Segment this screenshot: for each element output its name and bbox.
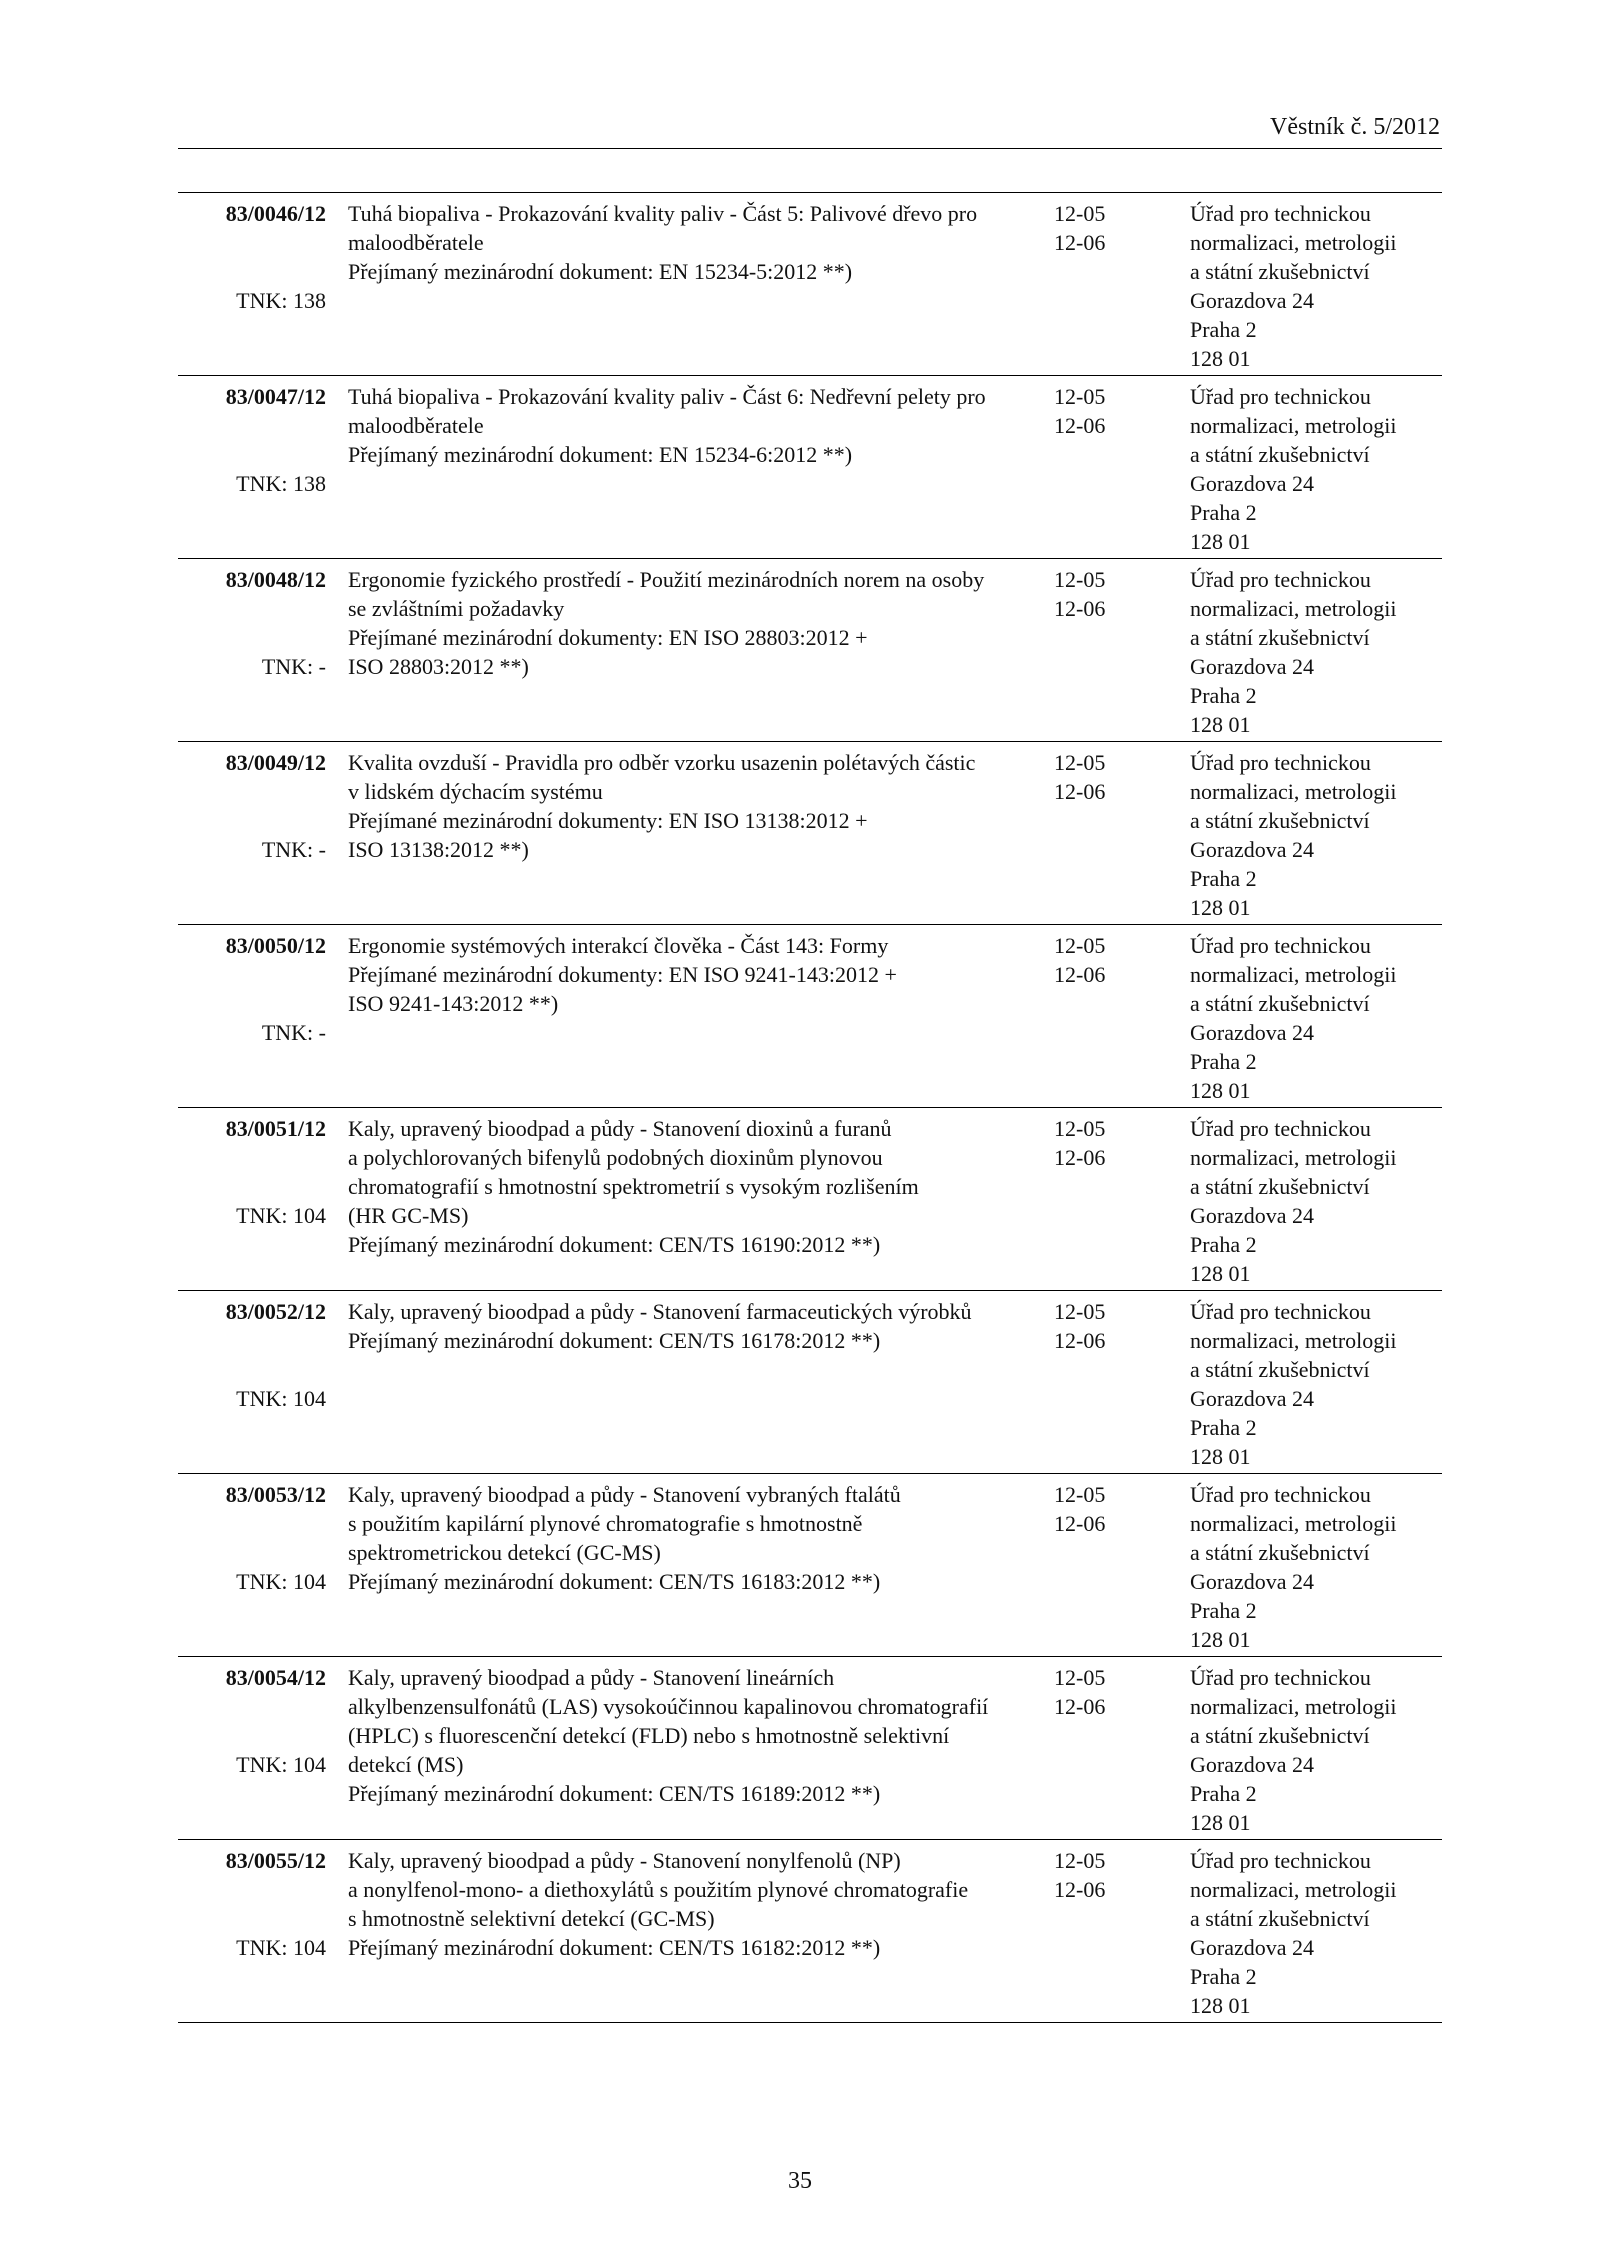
record-office-line: a státní zkušebnictví <box>1190 1723 1370 1748</box>
record-tnk: TNK: - <box>261 837 326 862</box>
record-office-line: Praha 2 <box>1190 1598 1257 1623</box>
record-title-line: Přejímaný mezinárodní dokument: EN 15234-6:2012 **) <box>348 442 853 467</box>
record-title-cell <box>326 565 1046 741</box>
record-office-line: Úřad pro technickou <box>1190 1482 1371 1507</box>
standard-record <box>178 1291 1442 1474</box>
record-title-line: Kaly, upravený bioodpad a půdy - Stanovení lineárních <box>348 1665 835 1690</box>
record-office-line: Úřad pro technickou <box>1190 1299 1371 1324</box>
record-number: 83/0052/12 <box>225 1299 326 1324</box>
record-title-line: Tuhá biopaliva - Prokazování kvality paliv - Část 5: Palivové dřevo pro <box>348 201 978 226</box>
record-office-cell <box>1158 1480 1442 1656</box>
record-title-cell <box>326 1846 1046 2022</box>
record-office-line: Praha 2 <box>1190 1232 1257 1257</box>
record-office-line: Úřad pro technickou <box>1190 1116 1371 1141</box>
standard-record <box>178 376 1442 559</box>
record-office-line: Gorazdova 24 <box>1190 1569 1315 1594</box>
record-office-line: normalizaci, metrologii <box>1190 413 1397 438</box>
record-office-line: Úřad pro technickou <box>1190 1848 1371 1873</box>
record-office-line: Gorazdova 24 <box>1190 1752 1315 1777</box>
record-number: 83/0051/12 <box>225 1116 326 1141</box>
record-office-line: Úřad pro technickou <box>1190 750 1371 775</box>
record-office-cell <box>1158 1297 1442 1473</box>
record-office-line: Gorazdova 24 <box>1190 1386 1315 1411</box>
record-office-line: a státní zkušebnictví <box>1190 442 1370 467</box>
record-office-line: Gorazdova 24 <box>1190 654 1315 679</box>
standard-record <box>178 193 1442 376</box>
record-date: 12-06 <box>1054 230 1106 255</box>
record-date: 12-05 <box>1054 1299 1106 1324</box>
record-date: 12-06 <box>1054 1511 1106 1536</box>
record-tnk: TNK: - <box>261 1020 326 1045</box>
record-title-line: ISO 28803:2012 **) <box>348 654 529 679</box>
record-dates-cell <box>1046 565 1158 741</box>
record-office-line: normalizaci, metrologii <box>1190 1694 1397 1719</box>
record-office-line: normalizaci, metrologii <box>1190 1145 1397 1170</box>
record-date: 12-06 <box>1054 1877 1106 1902</box>
record-id-cell <box>178 382 326 558</box>
record-office-line: Úřad pro technickou <box>1190 567 1371 592</box>
record-office-line: Praha 2 <box>1190 1049 1257 1074</box>
record-number: 83/0049/12 <box>225 750 326 775</box>
record-office-cell <box>1158 382 1442 558</box>
record-title-line: Přejímaný mezinárodní dokument: CEN/TS 16190:2012 **) <box>348 1232 881 1257</box>
record-id-cell <box>178 1846 326 2022</box>
record-number: 83/0054/12 <box>225 1665 326 1690</box>
record-title-line: Přejímané mezinárodní dokumenty: EN ISO 9241-143:2012 + <box>348 962 897 987</box>
record-title-cell <box>326 931 1046 1107</box>
record-tnk: TNK: 104 <box>236 1203 326 1228</box>
record-dates-cell <box>1046 931 1158 1107</box>
record-date: 12-06 <box>1054 962 1106 987</box>
record-number: 83/0050/12 <box>225 933 326 958</box>
record-title-line: Kvalita ovzduší - Pravidla pro odběr vzorku usazenin polétavých částic <box>348 750 976 775</box>
record-tnk: TNK: 138 <box>236 471 326 496</box>
record-title-cell <box>326 748 1046 924</box>
record-dates-cell <box>1046 382 1158 558</box>
record-title-line: ISO 13138:2012 **) <box>348 837 529 862</box>
record-office-line: Gorazdova 24 <box>1190 288 1315 313</box>
record-office-line: 128 01 <box>1190 529 1251 554</box>
record-title-line: (HPLC) s fluorescenční detekcí (FLD) nebo s hmotnostně selektivní <box>348 1723 950 1748</box>
record-office-line: a státní zkušebnictví <box>1190 259 1370 284</box>
record-office-line: 128 01 <box>1190 712 1251 737</box>
record-title-cell <box>326 382 1046 558</box>
record-title-line: maloodběratele <box>348 413 484 438</box>
record-title-line: Kaly, upravený bioodpad a půdy - Stanovení dioxinů a furanů <box>348 1116 892 1141</box>
record-date: 12-05 <box>1054 567 1106 592</box>
record-office-line: Gorazdova 24 <box>1190 1935 1315 1960</box>
record-number: 83/0055/12 <box>225 1848 326 1873</box>
record-title-line: Přejímaný mezinárodní dokument: CEN/TS 16182:2012 **) <box>348 1935 881 1960</box>
record-title-line: Přejímaný mezinárodní dokument: CEN/TS 16189:2012 **) <box>348 1781 881 1806</box>
standard-record <box>178 925 1442 1108</box>
record-title-cell <box>326 1297 1046 1473</box>
record-title-line: Ergonomie systémových interakcí člověka - Část 143: Formy <box>348 933 889 958</box>
record-office-cell <box>1158 1114 1442 1290</box>
journal-title: Věstník č. 5/2012 <box>1270 114 1440 140</box>
record-office-line: a státní zkušebnictví <box>1190 1174 1370 1199</box>
record-title-line: maloodběratele <box>348 230 484 255</box>
record-id-cell <box>178 1114 326 1290</box>
record-office-line: a státní zkušebnictví <box>1190 1906 1370 1931</box>
record-office-line: normalizaci, metrologii <box>1190 1877 1397 1902</box>
record-date: 12-05 <box>1054 1116 1106 1141</box>
standard-record <box>178 1108 1442 1291</box>
standards-list <box>178 192 1442 2023</box>
record-title-cell <box>326 199 1046 375</box>
record-title-line: detekcí (MS) <box>348 1752 464 1777</box>
record-dates-cell <box>1046 1480 1158 1656</box>
record-office-line: normalizaci, metrologii <box>1190 1328 1397 1353</box>
record-office-line: Praha 2 <box>1190 1964 1257 1989</box>
record-title-cell <box>326 1663 1046 1839</box>
record-title-line: Kaly, upravený bioodpad a půdy - Stanovení nonylfenolů (NP) <box>348 1848 901 1873</box>
record-title-line: Přejímaný mezinárodní dokument: CEN/TS 16183:2012 **) <box>348 1569 881 1594</box>
record-office-line: 128 01 <box>1190 1627 1251 1652</box>
record-date: 12-05 <box>1054 384 1106 409</box>
record-title-line: Přejímané mezinárodní dokumenty: EN ISO 28803:2012 + <box>348 625 868 650</box>
record-office-line: 128 01 <box>1190 895 1251 920</box>
record-title-line: (HR GC-MS) <box>348 1203 469 1228</box>
record-office-line: normalizaci, metrologii <box>1190 1511 1397 1536</box>
standard-record <box>178 1474 1442 1657</box>
record-office-line: 128 01 <box>1190 1444 1251 1469</box>
record-date: 12-05 <box>1054 1848 1106 1873</box>
record-office-line: Praha 2 <box>1190 317 1257 342</box>
record-title-line: spektrometrickou detekcí (GC-MS) <box>348 1540 661 1565</box>
record-title-line: Přejímaný mezinárodní dokument: EN 15234-5:2012 **) <box>348 259 853 284</box>
standard-record <box>178 742 1442 925</box>
record-dates-cell <box>1046 1846 1158 2022</box>
page-header <box>178 108 1442 149</box>
record-office-cell <box>1158 748 1442 924</box>
record-id-cell <box>178 565 326 741</box>
record-title-line: s použitím kapilární plynové chromatografie s hmotnostně <box>348 1511 863 1536</box>
record-office-line: normalizaci, metrologii <box>1190 779 1397 804</box>
record-title-line: chromatografií s hmotnostní spektrometrií s vysokým rozlišením <box>348 1174 919 1199</box>
record-id-cell <box>178 1480 326 1656</box>
record-office-line: Úřad pro technickou <box>1190 201 1371 226</box>
record-title-line: Kaly, upravený bioodpad a půdy - Stanovení vybraných ftalátů <box>348 1482 901 1507</box>
record-title-line: a polychlorovaných bifenylů podobných dioxinům plynovou <box>348 1145 883 1170</box>
record-dates-cell <box>1046 1663 1158 1839</box>
record-office-line: Praha 2 <box>1190 1781 1257 1806</box>
record-office-line: 128 01 <box>1190 1078 1251 1103</box>
record-tnk: TNK: 138 <box>236 288 326 313</box>
record-id-cell <box>178 199 326 375</box>
record-title-line: Přejímané mezinárodní dokumenty: EN ISO 13138:2012 + <box>348 808 868 833</box>
record-date: 12-06 <box>1054 1694 1106 1719</box>
record-date: 12-05 <box>1054 1482 1106 1507</box>
record-number: 83/0048/12 <box>225 567 326 592</box>
record-date: 12-05 <box>1054 933 1106 958</box>
record-title-line: a nonylfenol-mono- a diethoxylátů s použitím plynové chromatografie <box>348 1877 969 1902</box>
record-dates-cell <box>1046 1114 1158 1290</box>
record-date: 12-05 <box>1054 750 1106 775</box>
standard-record <box>178 1840 1442 2023</box>
record-dates-cell <box>1046 1297 1158 1473</box>
record-tnk: TNK: 104 <box>236 1752 326 1777</box>
record-tnk: TNK: 104 <box>236 1386 326 1411</box>
record-office-cell <box>1158 1663 1442 1839</box>
record-office-cell <box>1158 565 1442 741</box>
record-office-line: normalizaci, metrologii <box>1190 596 1397 621</box>
record-date: 12-06 <box>1054 779 1106 804</box>
standard-record <box>178 1657 1442 1840</box>
record-office-line: Gorazdova 24 <box>1190 1020 1315 1045</box>
record-title-line: Tuhá biopaliva - Prokazování kvality paliv - Část 6: Nedřevní pelety pro <box>348 384 986 409</box>
record-office-line: a státní zkušebnictví <box>1190 991 1370 1016</box>
record-date: 12-06 <box>1054 1145 1106 1170</box>
record-office-line: Gorazdova 24 <box>1190 837 1315 862</box>
record-office-line: normalizaci, metrologii <box>1190 962 1397 987</box>
record-date: 12-06 <box>1054 413 1106 438</box>
standard-record <box>178 559 1442 742</box>
record-number: 83/0047/12 <box>225 384 326 409</box>
record-office-line: a státní zkušebnictví <box>1190 1540 1370 1565</box>
record-office-line: normalizaci, metrologii <box>1190 230 1397 255</box>
record-id-cell <box>178 1297 326 1473</box>
record-office-line: Praha 2 <box>1190 1415 1257 1440</box>
record-date: 12-06 <box>1054 596 1106 621</box>
record-office-line: Praha 2 <box>1190 500 1257 525</box>
record-office-cell <box>1158 931 1442 1107</box>
record-office-line: Gorazdova 24 <box>1190 471 1315 496</box>
record-dates-cell <box>1046 199 1158 375</box>
page-number: 35 <box>788 2168 812 2194</box>
record-office-cell <box>1158 199 1442 375</box>
record-office-cell <box>1158 1846 1442 2022</box>
record-title-line: s hmotnostně selektivní detekcí (GC-MS) <box>348 1906 715 1931</box>
record-title-line: Ergonomie fyzického prostředí - Použití mezinárodních norem na osoby <box>348 567 985 592</box>
record-office-line: Praha 2 <box>1190 866 1257 891</box>
record-title-line: Kaly, upravený bioodpad a půdy - Stanovení farmaceutických výrobků <box>348 1299 972 1324</box>
record-number: 83/0046/12 <box>225 201 326 226</box>
record-date: 12-05 <box>1054 1665 1106 1690</box>
record-date: 12-06 <box>1054 1328 1106 1353</box>
record-office-line: a státní zkušebnictví <box>1190 1357 1370 1382</box>
record-title-line: se zvláštními požadavky <box>348 596 565 621</box>
record-title-line: ISO 9241-143:2012 **) <box>348 991 559 1016</box>
record-office-line: Praha 2 <box>1190 683 1257 708</box>
record-office-line: 128 01 <box>1190 1993 1251 2018</box>
record-office-line: 128 01 <box>1190 1810 1251 1835</box>
record-title-cell <box>326 1114 1046 1290</box>
record-tnk: TNK: 104 <box>236 1935 326 1960</box>
record-title-line: Přejímaný mezinárodní dokument: CEN/TS 16178:2012 **) <box>348 1328 881 1353</box>
record-tnk: TNK: 104 <box>236 1569 326 1594</box>
record-number: 83/0053/12 <box>225 1482 326 1507</box>
record-office-line: 128 01 <box>1190 1261 1251 1286</box>
record-title-line: alkylbenzensulfonátů (LAS) vysokoúčinnou kapalinovou chromatografií <box>348 1694 989 1719</box>
record-id-cell <box>178 748 326 924</box>
record-office-line: Úřad pro technickou <box>1190 1665 1371 1690</box>
record-office-line: a státní zkušebnictví <box>1190 625 1370 650</box>
record-date: 12-05 <box>1054 201 1106 226</box>
record-title-line: v lidském dýchacím systému <box>348 779 603 804</box>
record-id-cell <box>178 1663 326 1839</box>
record-id-cell <box>178 931 326 1107</box>
record-title-cell <box>326 1480 1046 1656</box>
record-office-line: 128 01 <box>1190 346 1251 371</box>
record-dates-cell <box>1046 748 1158 924</box>
record-tnk: TNK: - <box>261 654 326 679</box>
record-office-line: Úřad pro technickou <box>1190 933 1371 958</box>
record-office-line: Úřad pro technickou <box>1190 384 1371 409</box>
record-office-line: a státní zkušebnictví <box>1190 808 1370 833</box>
record-office-line: Gorazdova 24 <box>1190 1203 1315 1228</box>
